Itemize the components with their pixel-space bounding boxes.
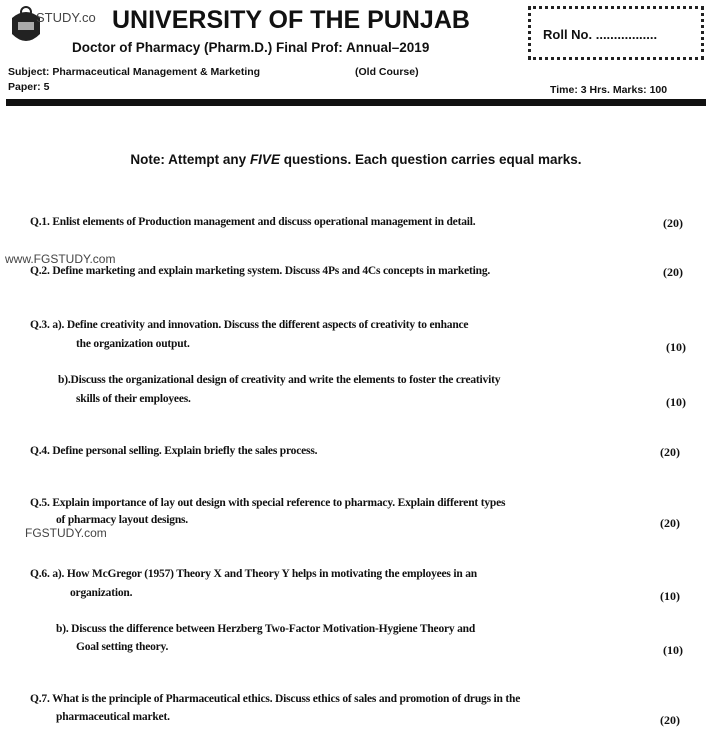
note-text: Note: Attempt any	[130, 152, 250, 167]
exam-subtitle: Doctor of Pharmacy (Pharm.D.) Final Prof: Annual–2019	[72, 40, 430, 55]
question-1-marks: (20)	[663, 216, 683, 230]
note-emphasis: FIVE	[249, 152, 280, 167]
watermark: www.FGSTUDY.com	[5, 252, 116, 266]
question-2: Q.2. Define marketing and explain marketing system. Discuss 4Ps and 4Cs concepts in marketing.	[30, 265, 491, 277]
watermark-top: STUDY.co	[36, 10, 96, 25]
question-6a: Q.6. a). How McGregor (1957) Theory X and Theory Y helps in motivating the employees in an	[30, 568, 477, 580]
question-6a-marks: (10)	[660, 589, 680, 603]
paper-number: Paper: 5	[8, 81, 50, 93]
roll-no-box	[528, 6, 704, 60]
question-3b-marks: (10)	[666, 395, 686, 409]
time-marks: Time: 3 Hrs. Marks: 100	[550, 84, 668, 96]
question-3b: b).Discuss the organizational design of creativity and write the elements to foster the creativity	[58, 374, 501, 386]
watermark: FGSTUDY.com	[25, 526, 107, 540]
question-6b-cont: Goal setting theory.	[76, 641, 169, 653]
question-2-marks: (20)	[663, 265, 683, 279]
question-1: Q.1. Enlist elements of Production management and discuss operational management in detail.	[30, 216, 476, 228]
question-3b-cont: skills of their employees.	[76, 393, 191, 405]
question-4-marks: (20)	[660, 445, 680, 459]
question-6b: b). Discuss the difference between Herzberg Two-Factor Motivation-Hygiene Theory and	[56, 623, 476, 635]
question-7-cont: pharmaceutical market.	[56, 711, 170, 723]
question-7: Q.7. What is the principle of Pharmaceutical ethics. Discuss ethics of sales and promotion of drugs in the	[30, 693, 521, 705]
course-type: (Old Course)	[355, 66, 419, 78]
question-3a-cont: the organization output.	[76, 338, 190, 350]
header-divider	[6, 99, 706, 106]
question-3a: Q.3. a). Define creativity and innovation. Discuss the different aspects of creativity to enhance	[30, 319, 469, 331]
university-title: UNIVERSITY OF THE PUNJAB	[112, 6, 470, 34]
subject: Subject: Pharmaceutical Management & Marketing	[8, 66, 261, 78]
question-6a-cont: organization.	[70, 587, 133, 599]
note-text-end: questions. Each question carries equal marks.	[279, 152, 582, 167]
question-5-marks: (20)	[660, 516, 680, 530]
question-7-marks: (20)	[660, 713, 680, 727]
instructions-note	[0, 152, 712, 167]
question-3a-marks: (10)	[666, 340, 686, 354]
roll-no-label: Roll No. .................	[543, 27, 658, 42]
question-6b-marks: (10)	[663, 643, 683, 657]
question-5: Q.5. Explain importance of lay out design with special reference to pharmacy. Explain different types	[30, 497, 506, 509]
question-5-cont: of pharmacy layout designs.	[56, 514, 188, 526]
question-4: Q.4. Define personal selling. Explain briefly the sales process.	[30, 445, 318, 457]
